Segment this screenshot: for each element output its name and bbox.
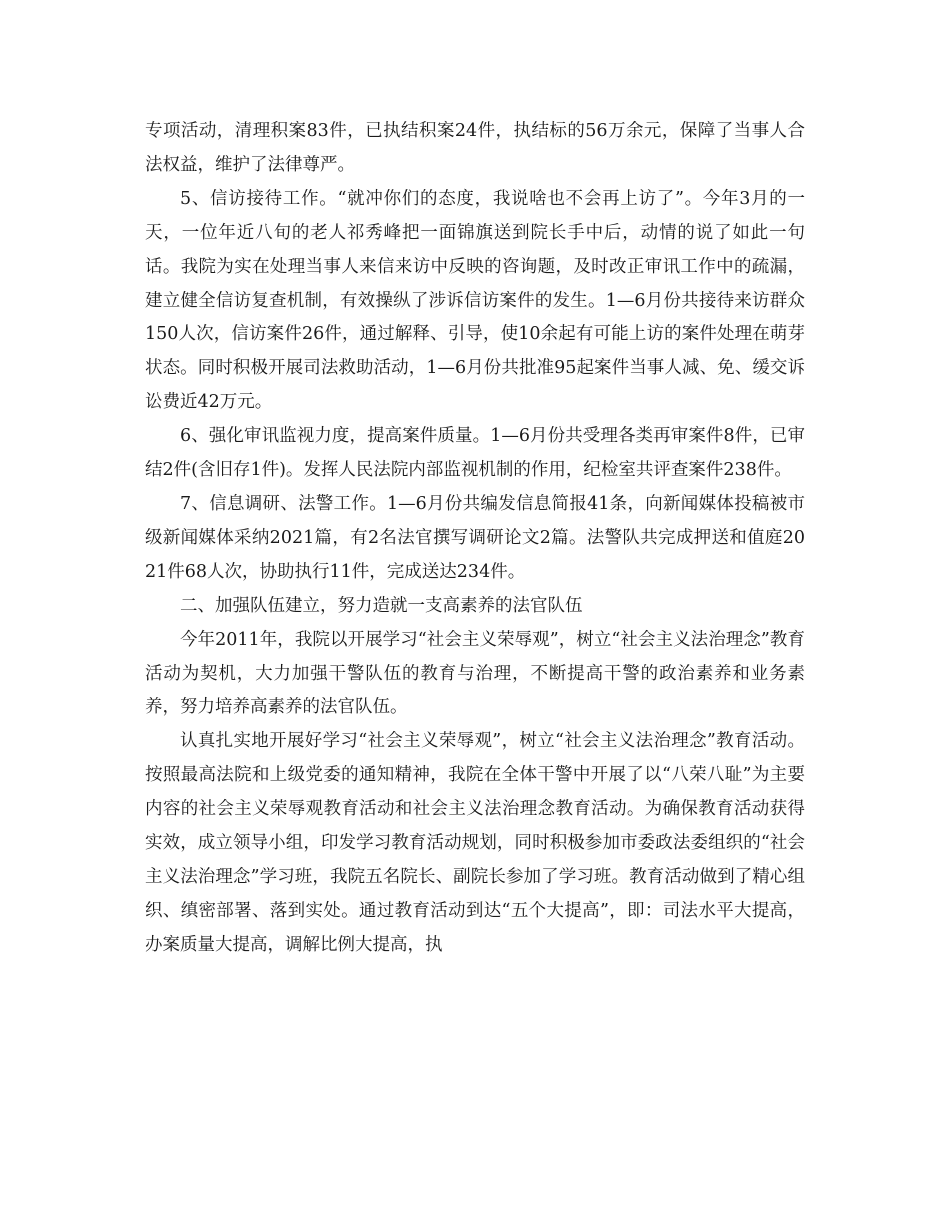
- paragraph-education-activities: 认真扎实地开展好学习“社会主义荣辱观”，树立“社会主义法治理念”教育活动。按照最高法院和上级党委的通知精神，我院在全体干警中开展了以“八荣八耻”为主要内容的社会主义荣辱观教育活动和社会主义法治理念教育活动。为确保教育活动获得实效，成立领导小组，印发学习教育活动规划，同时积极参加市委政法委组织的“社会主义法治理念”学习班，我院五名院长、副院长参加了学习班。教育活动做到了精心组织、缜密部署、落到实处。通过教育活动到达“五个大提高”，即：司法水平大提高，办案质量大提高，调解比例大提高，执: [145, 731, 805, 955]
- document-body: [145, 115, 805, 963]
- paragraph-petition-reception: 5、信访接待工作。“就冲你们的态度，我说啥也不会再上访了”。今年3月的一天，一位年近八旬的老人祁秀峰把一面锦旗送到院长手中后，动情的说了如此一句话。我院为实在处理当事人来信来访中反映的咨询题，及时改正审讯工作中的疏漏，建立健全信访复查机制，有效操纵了涉诉信访案件的发生。1—6月份共接待来访群众150人次，信访案件26件，通过解释、引导，使10余起有可能上访的案件处理在萌芽状态。同时积极开展司法救助活动，1—6月份共批准95起案件当事人减、免、缓交诉讼费近42万元。: [145, 188, 805, 413]
- paragraph-research-bailiff: 7、信息调研、法警工作。1—6月份共编发信息简报41条，向新闻媒体投稿被市级新闻媒体采纳2021篇，有2名法官撰写调研论文2篇。法警队共完成押送和值庭2021件68人次，协助执行11件，完成送达234件。: [145, 493, 805, 582]
- paragraph-team-education: 今年2011年，我院以开展学习“社会主义荣辱观”，树立“社会主义法治理念”教育活动为契机，大力加强干警队伍的教育与治理，不断提高干警的政治素养和业务素养，努力培养高素养的法官队伍。: [145, 629, 805, 718]
- section-heading-team-building: 二、加强队伍建立，努力造就一支高素养的法官队伍: [180, 595, 583, 616]
- paragraph-trial-supervision: 6、强化审讯监视力度，提高案件质量。1—6月份共受理各类再审案件8件，已审结2件(含旧存1件)。发挥人民法院内部监视机制的作用，纪检室共评查案件238件。: [145, 426, 805, 481]
- paragraph-case-clearing: 专项活动，清理积案83件，已执结积案24件，执结标的56万余元，保障了当事人合法权益，维护了法律尊严。: [145, 121, 805, 175]
